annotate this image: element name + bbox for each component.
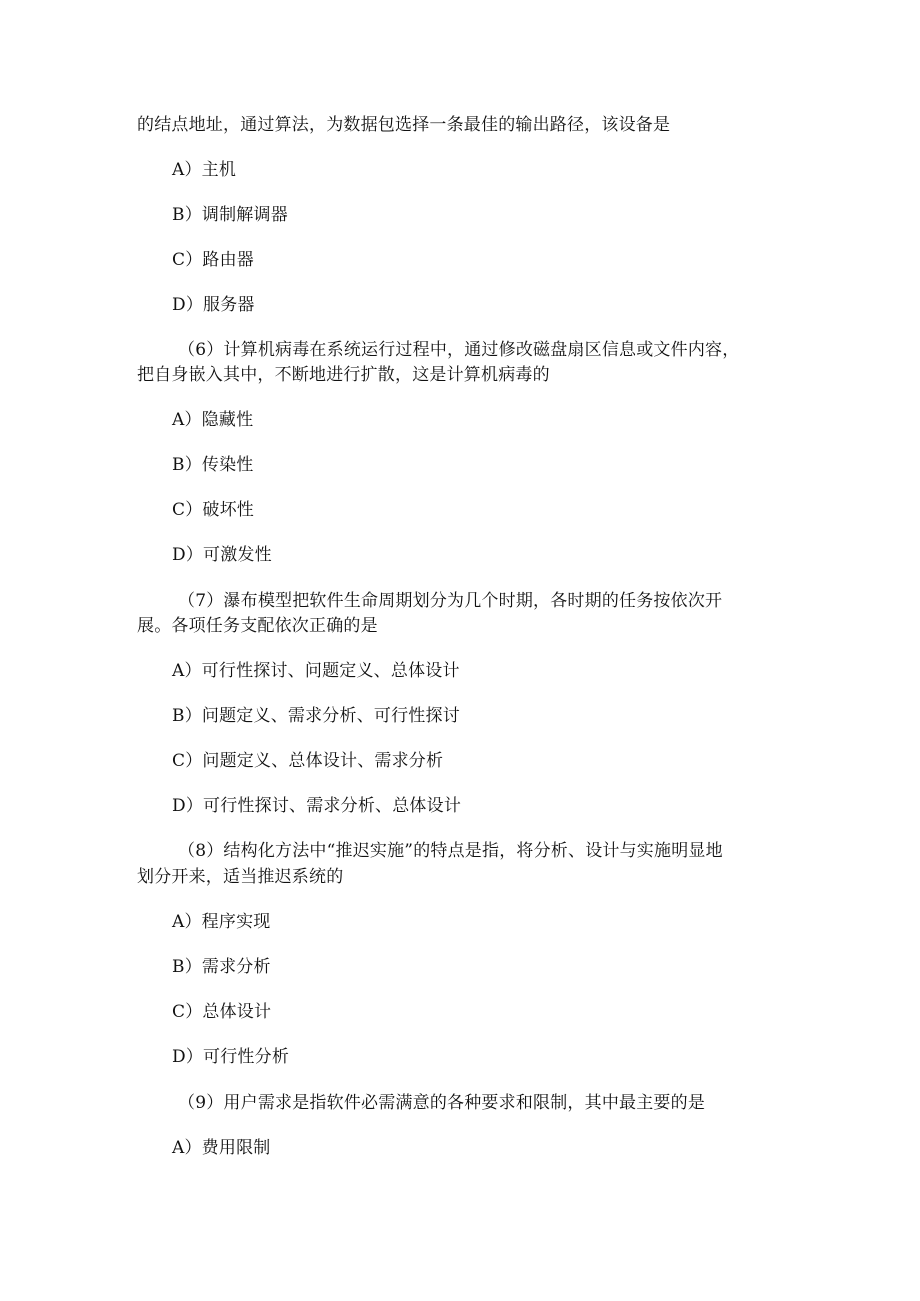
question-7-line-1: （7）瀑布模型把软件生命周期划分为几个时期，各时期的任务按依次开 — [178, 591, 723, 611]
option-a: A）隐藏性 — [172, 410, 254, 430]
option-d: D）服务器 — [172, 295, 255, 315]
option-a: A）主机 — [172, 160, 237, 180]
option-c: C）破坏性 — [172, 500, 255, 520]
paragraph-line: 的结点地址，通过算法，为数据包选择一条最佳的输出路径，该设备是 — [137, 115, 671, 135]
option-a: A）可行性探讨、问题定义、总体设计 — [172, 661, 460, 681]
question-8-line-2: 划分开来，适当推迟系统的 — [137, 867, 344, 887]
option-b: B）传染性 — [172, 455, 254, 475]
option-b: B）需求分析 — [172, 957, 271, 977]
option-a: A）费用限制 — [172, 1138, 271, 1158]
option-a: A）程序实现 — [172, 912, 271, 932]
question-7-line-2: 展。各项任务支配依次正确的是 — [137, 616, 378, 636]
option-c: C）路由器 — [172, 250, 255, 270]
question-8-line-1: （8）结构化方法中“推迟实施”的特点是指，将分析、设计与实施明显地 — [178, 841, 723, 861]
option-c: C）总体设计 — [172, 1002, 272, 1022]
option-d: D）可行性探讨、需求分析、总体设计 — [172, 796, 462, 816]
option-d: D）可激发性 — [172, 545, 272, 565]
option-b: B）调制解调器 — [172, 205, 288, 225]
question-6-line-2: 把自身嵌入其中，不断地进行扩散，这是计算机病毒的 — [137, 365, 550, 385]
question-6-line-1: （6）计算机病毒在系统运行过程中，通过修改磁盘扇区信息或文件内容， — [178, 340, 740, 360]
option-d: D）可行性分析 — [172, 1047, 290, 1067]
option-b: B）问题定义、需求分析、可行性探讨 — [172, 706, 460, 726]
question-9-line-1: （9）用户需求是指软件必需满意的各种要求和限制，其中最主要的是 — [178, 1093, 706, 1113]
option-c: C）问题定义、总体设计、需求分析 — [172, 751, 444, 771]
